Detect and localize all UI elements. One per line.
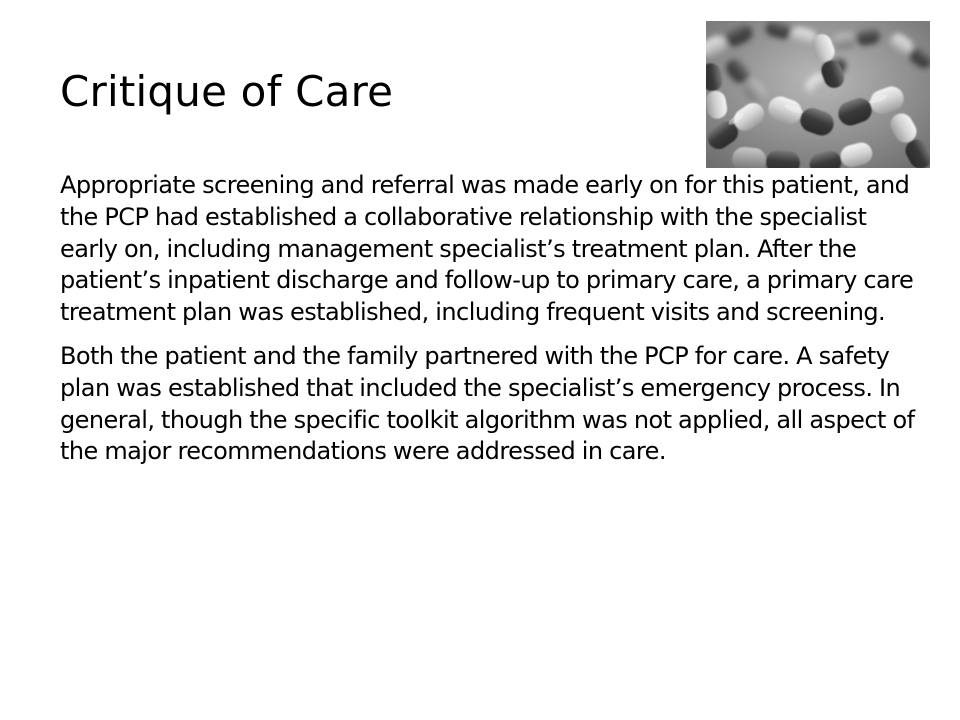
body-paragraph-2: Both the patient and the family partnered with the PCP for care. A safety plan was established that included the specialist’s emergency process. In general, though the specific toolkit algorithm was not applied, all aspect of the major recommendations were addressed in care. (60, 341, 915, 466)
slide-title: Critique of Care (60, 67, 394, 116)
body-paragraph-1: Appropriate screening and referral was made early on for this patient, and the PCP had established a collaborative relationship with the specialist early on, including management specialist’s treatment plan. After the patient’s inpatient discharge and follow-up to primary care, a primary care treatment plan was established, including frequent visits and screening. (60, 171, 914, 327)
slide-body (60, 170, 920, 480)
capsule-pills-photo (706, 21, 930, 168)
